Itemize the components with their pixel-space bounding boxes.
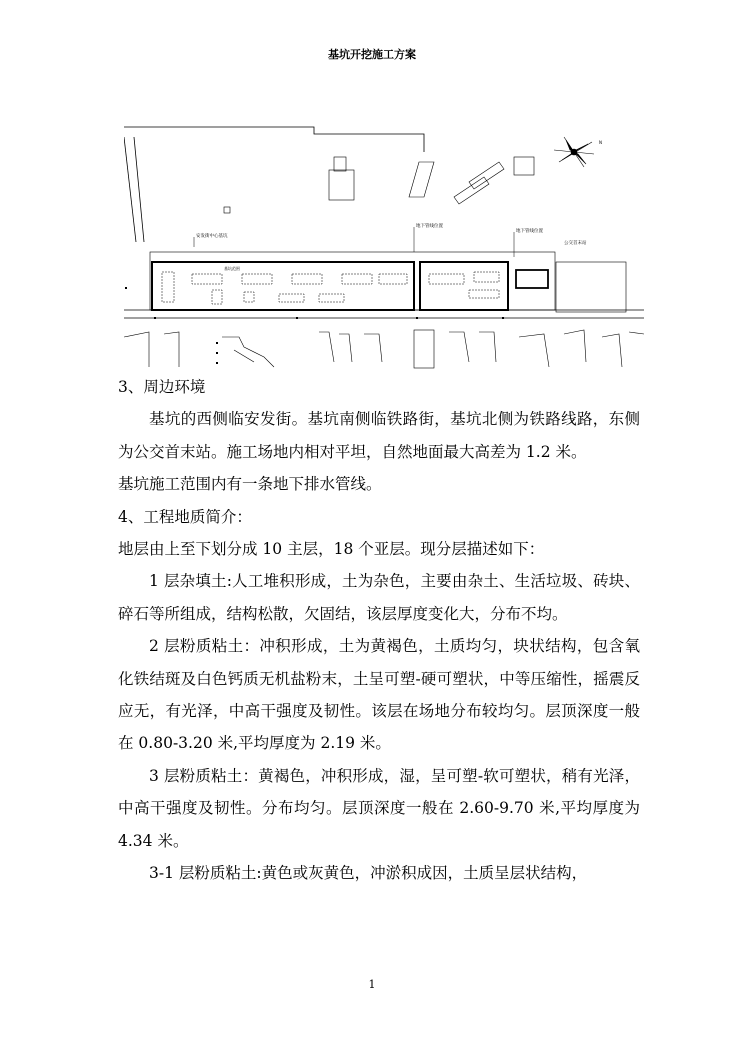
page-number: 1 [368, 978, 376, 991]
plan-label-east: 公交首末站 [564, 241, 587, 246]
section-3-paragraph-2: 基坑施工范围内有一条地下排水管线。 [118, 475, 382, 494]
plan-label-inner: 基坑范围 [224, 266, 240, 271]
leader-lines [194, 227, 514, 257]
layer-3-description: 3 层粉质粘土：黄褐色，冲积形成，湿，呈可塑-软可塑状，稍有光泽，中高干强度及韧性。分布均匀。层顶深度一般在 2.60-9.70 米,平均厚度为 4.34 米。 [118, 766, 640, 850]
document-body [118, 371, 640, 890]
north-buildings [224, 157, 534, 213]
layer-1-description: 1 层杂填土:人工堆积形成，土为杂色，主要由杂土、生活垃圾、砖块、碎石等所组成，结构松散，欠固结，该层厚度变化大，分布不均。 [118, 572, 640, 623]
layer-3-1-description: 3-1 层粉质粘土:黄色或灰黄色，冲淤积成因，土质呈层状结构， [149, 864, 588, 883]
section-4-heading: 4、工程地质简介： [118, 507, 252, 526]
section-4-intro: 地层由上至下划分成 10 主层，18 个亚层。现分层描述如下： [118, 540, 545, 559]
south-buildings [124, 330, 644, 368]
south-markers [125, 287, 504, 364]
north-compass-icon [554, 137, 594, 167]
layer-2-description: 2 层粉质粘土：冲积形成，土为黄褐色，土质均匀，块状结构，包含氧化铁结斑及白色钙质无机盐粉末，土呈可塑-硬可塑状，中等压缩性，摇震反应无，有光泽，中高干强度及韧性。该层在场地分布较均匀。层顶深度一般在 0.80-3.20 米,平均厚度为 2.19 米。 [118, 637, 640, 753]
plan-label-mid-1: 地下管线位置 [416, 224, 443, 229]
page-header-title: 基坑开挖施工方案 [328, 48, 416, 61]
section-3-paragraph-1: 基坑的西侧临安发街。基坑南侧临铁路街，基坑北侧为铁路线路，东侧为公交首末站。施工场地内相对平坦，自然地面最大高差为 1.2 米。 [118, 410, 640, 461]
plan-label-west: 安发街中心基坑 [196, 234, 228, 239]
north-roads [124, 127, 424, 242]
site-plan-drawing [124, 122, 644, 372]
section-3-heading: 3、周边环境 [118, 378, 206, 396]
compass-label: N [599, 140, 602, 145]
inner-buildings [162, 272, 499, 304]
site-boundary [124, 252, 644, 318]
plan-label-mid-2: 地下管线位置 [516, 229, 543, 234]
